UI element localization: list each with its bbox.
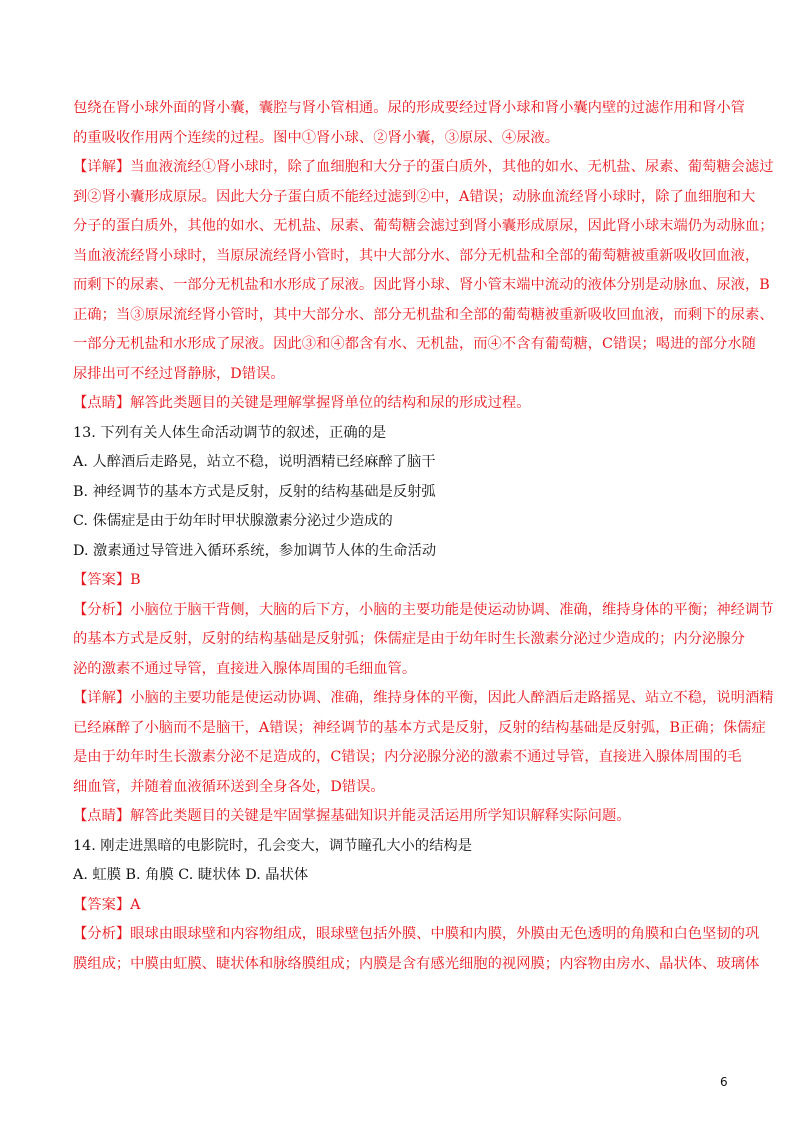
- text-line: 尿排出可不经过肾静脉，D错误。: [73, 365, 285, 382]
- text-line: 膜组成；中膜由虹膜、睫状体和脉络膜组成；内膜是含有感光细胞的视网膜；内容物由房水、晶状体、玻璃体: [73, 955, 760, 972]
- text-line: 到②肾小囊形成原尿。因此大分子蛋白质不能经过滤到②中，A错误；动脉血流经肾小球时，除了血细胞和大: [73, 188, 756, 205]
- text-line: D. 激素通过导管进入循环系统，参加调节人体的生命活动: [73, 542, 437, 559]
- text-line: C. 侏儒症是由于幼年时甲状腺激素分泌过少造成的: [73, 513, 393, 529]
- text-line: 当血液流经肾小球时，当原尿流经肾小管时，其中大部分水、部分无机盐和全部的葡萄糖被重新吸收回血液，: [73, 247, 760, 264]
- text-line: 细血管，并随着血液循环送到全身各处，D错误。: [73, 778, 385, 795]
- text-line: 的基本方式是反射，反射的结构基础是反射弧；侏儒症是由于幼年时生长激素分泌过少造成的；内分泌腺分: [73, 631, 745, 647]
- text-line: 正确；当③原尿流经肾小管时，其中大部分水、部分无机盐和全部的葡萄糖被重新吸收回血液，而剩下的尿素、: [73, 306, 774, 323]
- text-line: 【分析】眼球由眼球壁和内容物组成，眼球壁包括外膜、中膜和内膜，外膜由无色透明的角膜和白色坚韧的巩: [73, 926, 760, 942]
- text-line: 包绕在肾小球外面的肾小囊，囊腔与肾小管相通。尿的形成要经过肾小球和肾小囊内壁的过滤作用和肾小管: [73, 100, 745, 116]
- text-line: 已经麻醉了小脑而不是脑干，A错误；神经调节的基本方式是反射，反射的结构基础是反射弧，B正确；侏儒症: [73, 719, 766, 736]
- text-line: 分子的蛋白质外，其他的如水、无机盐、尿素、葡萄糖会滤过到肾小囊形成原尿，因此肾小球末端仍为动脉血；: [73, 218, 774, 234]
- text-line: 【详解】小脑的主要功能是使运动协调、准确，维持身体的平衡，因此人醉酒后走路摇晃、站立不稳，说明酒精: [73, 690, 774, 706]
- text-line: 一部分无机盐和水形成了尿液。因此③和④都含有水、无机盐，而④不含有葡萄糖，C错误；喝进的部分水随: [73, 336, 756, 352]
- text-line: 【详解】当血液流经①肾小球时，除了血细胞和大分子的蛋白质外，其他的如水、无机盐、尿素、葡萄糖会滤过: [73, 159, 774, 175]
- text-line: 14. 刚走进黑暗的电影院时，孔会变大，调节瞳孔大小的结构是: [73, 837, 472, 854]
- text-line: 的重吸收作用两个连续的过程。图中①肾小球、②肾小囊，③原尿、④尿液。: [73, 129, 560, 146]
- text-line: 【点睛】解答此类题目的关键是牢固掌握基础知识并能灵活运用所学知识解释实际问题。: [73, 808, 631, 824]
- text-line: 13. 下列有关人体生命活动调节的叙述，正确的是: [73, 424, 387, 441]
- text-line: 【点睛】解答此类题目的关键是理解掌握肾单位的结构和尿的形成过程。: [73, 395, 531, 411]
- text-line: 【答案】A: [73, 896, 141, 913]
- text-line: 泌的激素不通过导管，直接进入腺体周围的毛细血管。: [73, 660, 417, 677]
- text-line: 而剩下的尿素、一部分无机盐和水形成了尿液。因此肾小球、肾小管末端中流动的液体分别是动脉血、尿液，B: [73, 277, 770, 293]
- text-line: A. 人醉酒后走路晃，站立不稳，说明酒精已经麻醉了脑干: [73, 454, 436, 470]
- text-line: A. 虹膜 B. 角膜 C. 睫状体 D. 晶状体: [73, 867, 309, 883]
- text-line: B. 神经调节的基本方式是反射，反射的结构基础是反射弧: [73, 483, 436, 500]
- text-line: 【答案】B: [73, 572, 141, 588]
- text-line: 【分析】小脑位于脑干背侧，大脑的后下方，小脑的主要功能是使运动协调、准确，维持身体的平衡；神经调节: [73, 601, 774, 618]
- text-line: 是由于幼年时生长激素分泌不足造成的，C错误；内分泌腺分泌的激素不通过导管，直接进入腺体周围的毛: [73, 749, 742, 765]
- page-number: 6: [720, 1075, 728, 1089]
- document-body: [73, 94, 774, 979]
